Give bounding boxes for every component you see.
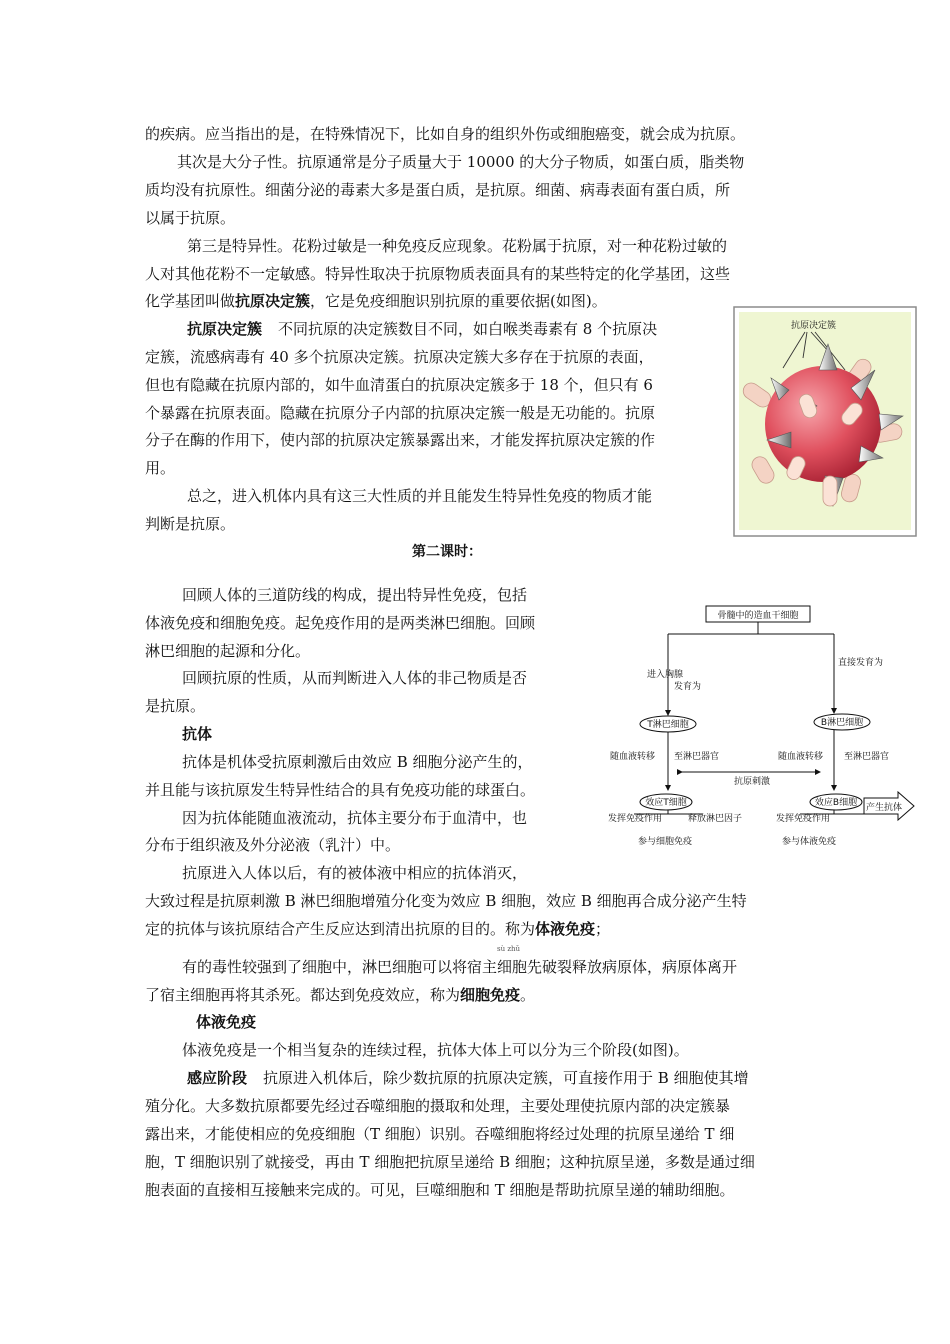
text-line: 总之，进入机体内具有这三大性质的并且能发生特异性免疫的物质才能 xyxy=(187,487,653,505)
b-cell-label: B淋巴细胞 xyxy=(820,718,864,728)
bold-term: 抗原决定簇 xyxy=(235,292,311,310)
text-line xyxy=(187,319,657,339)
text-line: 是抗原。 xyxy=(145,697,206,715)
section-term: 感应阶段 xyxy=(187,1069,248,1087)
text-line: 以属于抗原。 xyxy=(145,209,236,227)
text-line: 分布于组织液及外分泌液（乳汁）中。 xyxy=(145,836,401,854)
b-function-label: 发挥免疫作用 xyxy=(776,814,831,824)
lymphokine-label: 释放淋巴因子 xyxy=(688,814,743,824)
text-run: ，它是免疫细胞识别抗原的重要依据(如图)。 xyxy=(310,292,607,310)
effector-t-label: 效应T细胞 xyxy=(645,798,687,808)
text-line: 第三是特异性。花粉过敏是一种免疫反应现象。花粉属于抗原，对一种花粉过敏的 xyxy=(187,237,728,255)
bold-term: 细胞免疫 xyxy=(460,986,521,1004)
text-line: 胞表面的直接相互接触来完成的。可见，巨噬细胞和 T 细胞是帮助抗原呈递的辅助细胞。 xyxy=(145,1181,735,1199)
text-line: 定簇，流感病毒有 40 多个抗原决定簇。抗原决定簇大多存在于抗原的表面， xyxy=(145,348,654,366)
t-lymph-label: 至淋巴器官 xyxy=(674,752,720,762)
text-line: 回顾抗原的性质，从而判断进入人体的非己物质是否 xyxy=(182,669,528,687)
stimulus-label: 抗原刺激 xyxy=(733,777,771,787)
enter-thymus-label: 进入胸腺 xyxy=(647,670,684,680)
effector-b-label: 效应B细胞 xyxy=(814,798,858,808)
direct-develop-label: 直接发育为 xyxy=(838,658,884,668)
text-line xyxy=(187,1068,749,1088)
cellular-immunity-label: 参与细胞免疫 xyxy=(638,837,693,847)
text-line: 并且能与该抗原发生特异性结合的具有免疫功能的球蛋白。 xyxy=(145,781,536,799)
text-line: 有的毒性较强到了细胞中，淋巴细胞可以将宿主细胞先破裂释放病原体，病原体离开 xyxy=(182,958,738,976)
text-line: 分子在酶的作用下，使内部的抗原决定簇暴露出来，才能发挥抗原决定簇的作 xyxy=(145,431,656,449)
b-blood-label: 随血液转移 xyxy=(778,752,824,762)
pinyin-annotation: sù zhǔ xyxy=(497,945,521,953)
text-line: 因为抗体能随血液流动，抗体主要分布于血清中，也 xyxy=(182,809,528,827)
b-lymph-label: 至淋巴器官 xyxy=(844,752,890,762)
t-cell-label: T淋巴细胞 xyxy=(647,720,689,730)
text-line: 回顾人体的三道防线的构成，提出特异性免疫，包括 xyxy=(182,586,528,604)
text-run: ； xyxy=(595,920,611,938)
text-line: 胞，T 细胞识别了就接受，再由 T 细胞把抗原呈递给 B 细胞；这种抗原呈递，多数是通过细 xyxy=(145,1153,755,1171)
text-line: 质均没有抗原性。细菌分泌的毒素大多是蛋白质，是抗原。细菌、病毒表面有蛋白质，所 xyxy=(145,181,731,199)
text-line: 抗体是机体受抗原刺激后由效应 B 细胞分泌产生的， xyxy=(182,753,533,771)
text-line xyxy=(145,291,607,311)
text-line: 人对其他花粉不一定敏感。特异性取决于抗原物质表面具有的某些特定的化学基团，这些 xyxy=(145,265,731,283)
text-line: 但也有隐藏在抗原内部的，如牛血清蛋白的抗原决定簇多于 18 个，但只有 6 xyxy=(145,376,653,394)
stem-cell-label: 骨髓中的造血干细胞 xyxy=(717,611,799,621)
text-line xyxy=(145,985,535,1005)
text-line: 其次是大分子性。抗原通常是分子质量大于 10000 的大分子物质，如蛋白质，脂类物 xyxy=(177,153,745,171)
section-heading: 第二课时： xyxy=(412,544,482,560)
text-line: 殖分化。大多数抗原都要先经过吞噬细胞的摄取和处理，主要处理使抗原内部的决定簇暴 xyxy=(145,1097,731,1115)
section-term: 抗原决定簇 xyxy=(187,320,263,338)
text-run: 。 xyxy=(520,986,536,1004)
text-line: 淋巴细胞的起源和分化。 xyxy=(145,642,311,660)
text-line: 露出来，才能使相应的免疫细胞（T 细胞）识别。吞噬细胞将经过处理的抗原呈递给 T 细 xyxy=(145,1125,735,1143)
text-line: 个暴露在抗原表面。隐藏在抗原分子内部的抗原决定簇一般是无功能的。抗原 xyxy=(145,404,656,422)
text-run: 不同抗原的决定簇数目不同，如白喉类毒素有 8 个抗原决 xyxy=(278,320,658,338)
humoral-immunity-label: 参与体液免疫 xyxy=(782,837,837,847)
text-line xyxy=(145,919,610,939)
t-blood-label: 随血液转移 xyxy=(610,752,656,762)
t-function-label: 发挥免疫作用 xyxy=(608,814,663,824)
bold-term: 体液免疫 xyxy=(535,920,596,938)
text-line: 判断是抗原。 xyxy=(145,515,236,533)
text-line: 的疾病。应当指出的是，在特殊情况下，比如自身的组织外伤或细胞癌变，就会成为抗原。 xyxy=(145,125,746,143)
text-run: 抗原进入机体后，除少数抗原的抗原决定簇，可直接作用于 B 细胞使其增 xyxy=(263,1069,749,1087)
text-line: 抗原进入人体以后，有的被体液中相应的抗体消灭， xyxy=(182,864,528,882)
produce-antibody-label: 产生抗体 xyxy=(866,803,903,813)
section-title: 体液免疫 xyxy=(196,1013,257,1031)
text-line: 用。 xyxy=(145,459,176,477)
text-line: 体液免疫和细胞免疫。起免疫作用的是两类淋巴细胞。回顾 xyxy=(145,614,536,632)
text-line: 大致过程是抗原刺激 B 淋巴细胞增殖分化变为效应 B 细胞，效应 B 细胞再合成分泌产生特 xyxy=(145,892,747,910)
text-run: 了宿主细胞再将其杀死。都达到免疫效应，称为 xyxy=(145,986,461,1004)
antigen-figure xyxy=(733,306,919,538)
develop-label: 发育为 xyxy=(674,682,702,692)
text-run: 定的抗体与该抗原结合产生反应达到清出抗原的目的。称为 xyxy=(145,920,536,938)
text-run: 化学基团叫做 xyxy=(145,292,236,310)
section-title: 抗体 xyxy=(182,725,213,743)
antigen-label: 抗原决定簇 xyxy=(791,321,837,331)
text-line: 体液免疫是一个相当复杂的连续过程，抗体大体上可以分为三个阶段(如图)。 xyxy=(182,1041,689,1059)
lymphocyte-diagram xyxy=(602,598,918,860)
